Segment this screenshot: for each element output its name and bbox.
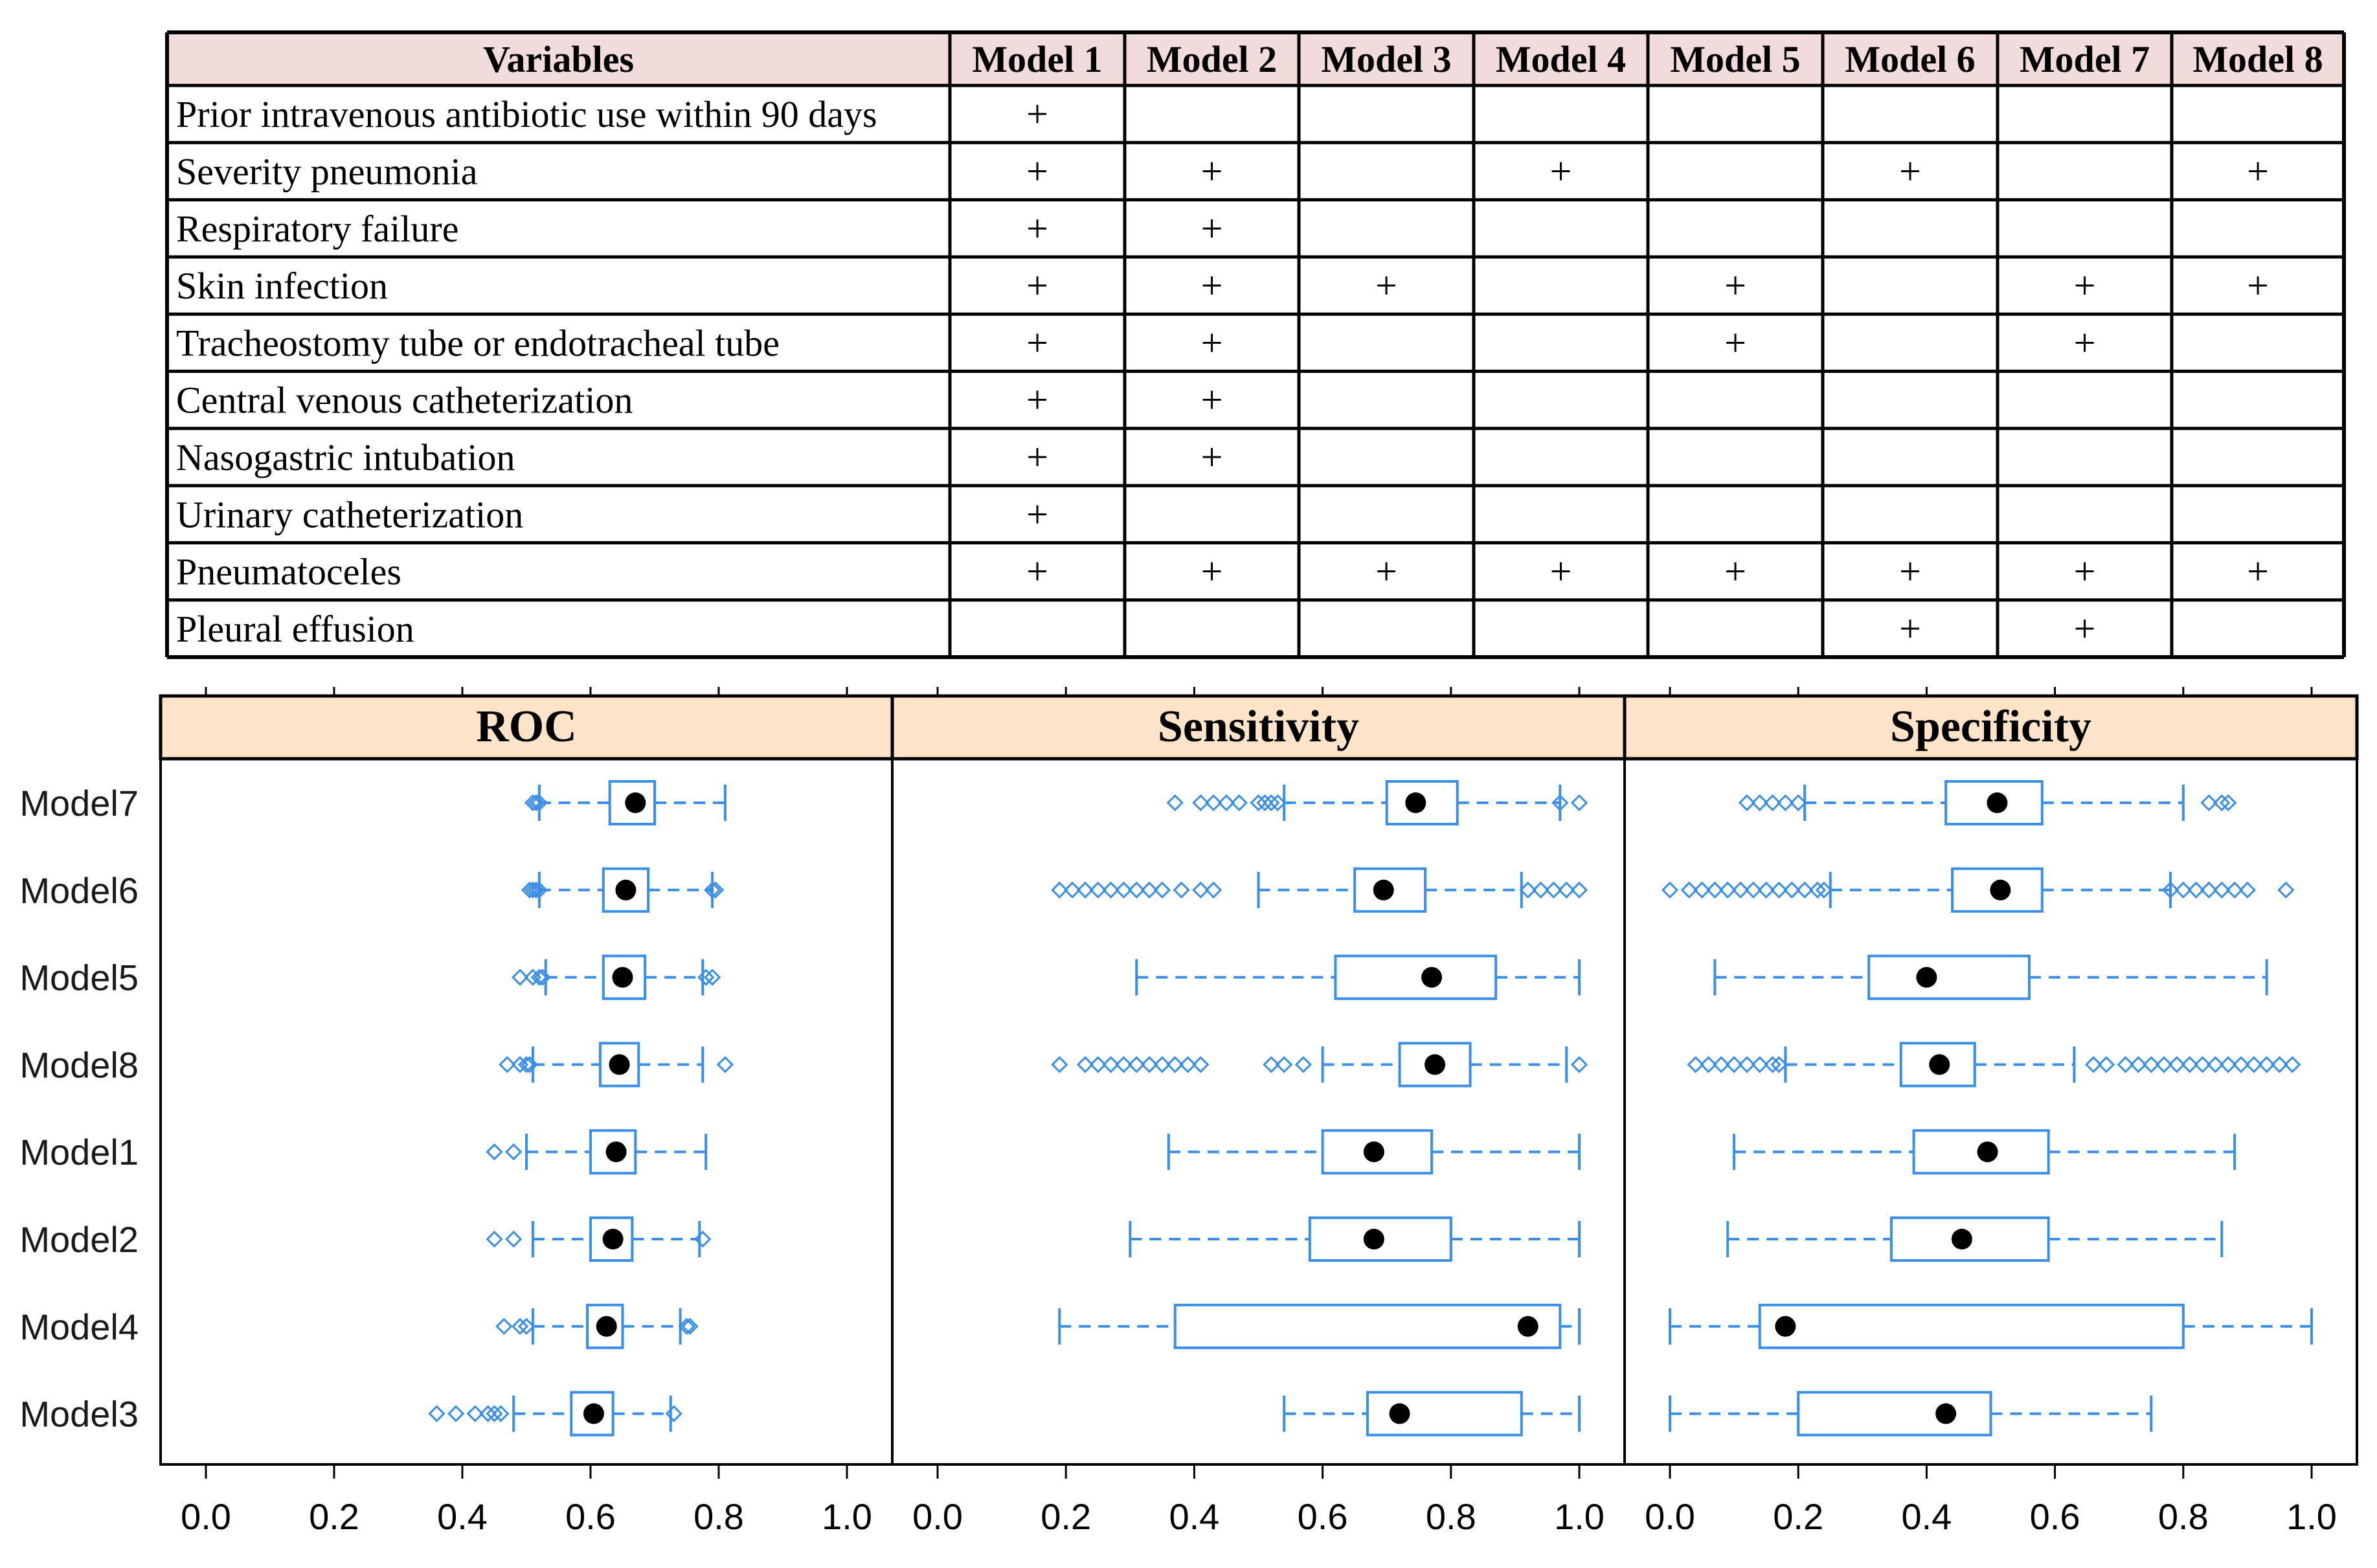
x-tick-label: 0.0 [181,1496,231,1537]
x-tick-label: 0.4 [1169,1496,1220,1537]
table-header-model: Model 7 [2019,38,2150,80]
y-axis-model-label: Model3 [19,1393,139,1435]
table-plus-mark: + [1200,378,1223,421]
table-plus-mark: + [1724,550,1746,593]
table-header-model: Model 1 [972,38,1103,80]
iqr-box [1335,956,1496,999]
x-tick-label: 0.8 [2157,1496,2209,1537]
table-plus-mark: + [1026,150,1048,193]
outlier-point [1175,883,1189,897]
outlier-point [449,1407,463,1421]
y-axis-model-label: Model5 [19,957,139,998]
table-plus-mark: + [2247,550,2269,593]
table-plus-mark: + [1026,207,1048,250]
table-plus-mark: + [1375,550,1397,593]
y-axis-model-label: Model2 [19,1219,139,1260]
median-point [609,1054,630,1075]
outlier-point [1296,1057,1311,1071]
outlier-point [488,1232,502,1246]
iqr-box [1175,1305,1560,1348]
variables-table [167,32,2344,657]
x-tick-label: 1.0 [1554,1496,1605,1537]
median-point [1935,1404,1956,1424]
table-header-model: Model 6 [1845,38,1976,80]
table-plus-mark: + [1375,264,1397,308]
y-axis-model-label: Model6 [19,869,139,911]
table-variable-label: Urinary catheterization [176,493,524,536]
median-point [625,792,646,813]
median-point [1390,1404,1410,1424]
table-plus-mark: + [1200,435,1223,478]
median-point [606,1141,627,1162]
outlier-point [1663,883,1677,897]
outlier-point [488,1145,502,1159]
panel-frame [892,759,1625,1464]
x-tick-label: 0.4 [437,1496,488,1537]
x-tick-label: 0.6 [2029,1496,2080,1537]
y-axis-model-label: Model4 [19,1306,139,1347]
table-plus-mark: + [1026,264,1048,308]
median-point [1775,1316,1796,1337]
median-point [1364,1141,1384,1162]
table-variable-label: Tracheostomy tube or endotracheal tube [176,322,780,364]
x-tick-label: 1.0 [2286,1496,2337,1537]
outlier-point [1572,1057,1586,1071]
table-variable-label: Central venous catheterization [176,379,633,421]
median-point [1990,880,2011,901]
x-tick-label: 0.6 [1297,1496,1348,1537]
table-plus-mark: + [2073,607,2096,650]
x-tick-label: 0.2 [1773,1496,1824,1537]
x-tick-label: 0.0 [912,1496,963,1537]
outlier-point [718,1057,732,1071]
table-plus-mark: + [1200,264,1223,308]
table-plus-mark: + [1549,550,1572,593]
median-point [1364,1229,1384,1249]
outlier-point [429,1407,444,1421]
table-variable-label: Pneumatoceles [176,550,401,593]
table-plus-mark: + [1026,93,1048,136]
x-tick-label: 0.0 [1645,1496,1695,1537]
table-plus-mark: + [2073,321,2096,364]
median-point [1952,1229,1972,1249]
x-tick-label: 0.8 [693,1496,744,1537]
table-plus-mark: + [1026,550,1048,593]
table-header-model: Model 8 [2192,38,2323,80]
median-point [1987,792,2007,813]
y-axis-model-label: Model1 [19,1132,139,1173]
table-plus-mark: + [1549,150,1572,193]
median-point [1405,792,1426,813]
table-header-model: Model 4 [1495,38,1627,80]
outlier-point [1168,796,1182,810]
table-plus-mark: + [1899,150,1921,193]
table-plus-mark: + [1724,321,1746,364]
x-tick-label: 0.4 [1901,1496,1952,1537]
x-tick-label: 1.0 [822,1496,872,1537]
table-plus-mark: + [1200,321,1223,364]
panel-frame [161,759,892,1464]
boxplot-chart [19,687,2357,1537]
table-variable-label: Skin infection [176,265,389,308]
x-tick-label: 0.6 [565,1496,616,1537]
outlier-point [506,1232,521,1246]
table-plus-mark: + [1724,264,1746,308]
table-header-model: Model 5 [1670,38,1801,80]
median-point [1977,1141,1998,1162]
table-variable-label: Prior intravenous antibiotic use within 90 days [176,93,877,136]
table-plus-mark: + [2247,264,2269,308]
outlier-point [506,1145,521,1159]
panel-title: Sensitivity [1157,702,1360,752]
table-plus-mark: + [1899,550,1921,593]
outlier-point [1052,1057,1066,1071]
x-tick-label: 0.2 [309,1496,359,1537]
table-plus-mark: + [1026,378,1048,421]
median-point [596,1316,617,1337]
median-point [1518,1316,1538,1337]
median-point [613,967,633,988]
table-plus-mark: + [1026,435,1048,478]
table-header-model: Model 2 [1146,38,1278,80]
outlier-point [497,1319,511,1334]
panel-title: ROC [476,702,577,752]
table-variable-label: Pleural effusion [176,607,414,650]
table-plus-mark: + [1200,550,1223,593]
iqr-box [1798,1393,1990,1435]
median-point [1421,967,1442,988]
median-point [603,1229,624,1249]
table-plus-mark: + [2247,150,2269,193]
table-plus-mark: + [1026,493,1048,536]
x-tick-label: 0.8 [1425,1496,1476,1537]
y-axis-model-label: Model7 [19,783,139,823]
median-point [615,880,636,901]
table-plus-mark: + [1200,150,1223,193]
iqr-box [1869,956,2029,999]
x-tick-label: 0.2 [1041,1496,1092,1537]
table-variable-label: Nasogastric intubation [176,436,515,478]
outlier-point [667,1407,681,1421]
y-axis-model-label: Model8 [19,1044,139,1086]
panel-title: Specificity [1889,702,2092,752]
outlier-point [2279,883,2293,897]
table-header-model: Model 3 [1321,38,1452,80]
table-plus-mark: + [2073,264,2096,308]
table-plus-mark: + [1026,321,1048,364]
table-variable-label: Severity pneumonia [176,150,478,193]
iqr-box [1760,1305,2183,1348]
table-header-variables: Variables [482,38,635,80]
table-plus-mark: + [2073,550,2096,593]
median-point [583,1404,604,1424]
median-point [1373,880,1394,901]
median-point [1916,967,1937,988]
median-point [1425,1054,1445,1075]
table-plus-mark: + [1200,207,1223,250]
table-plus-mark: + [1899,607,1921,650]
outlier-point [1572,796,1586,810]
panel-frame [1625,759,2357,1464]
table-variable-label: Respiratory failure [176,207,459,250]
median-point [1929,1054,1950,1075]
